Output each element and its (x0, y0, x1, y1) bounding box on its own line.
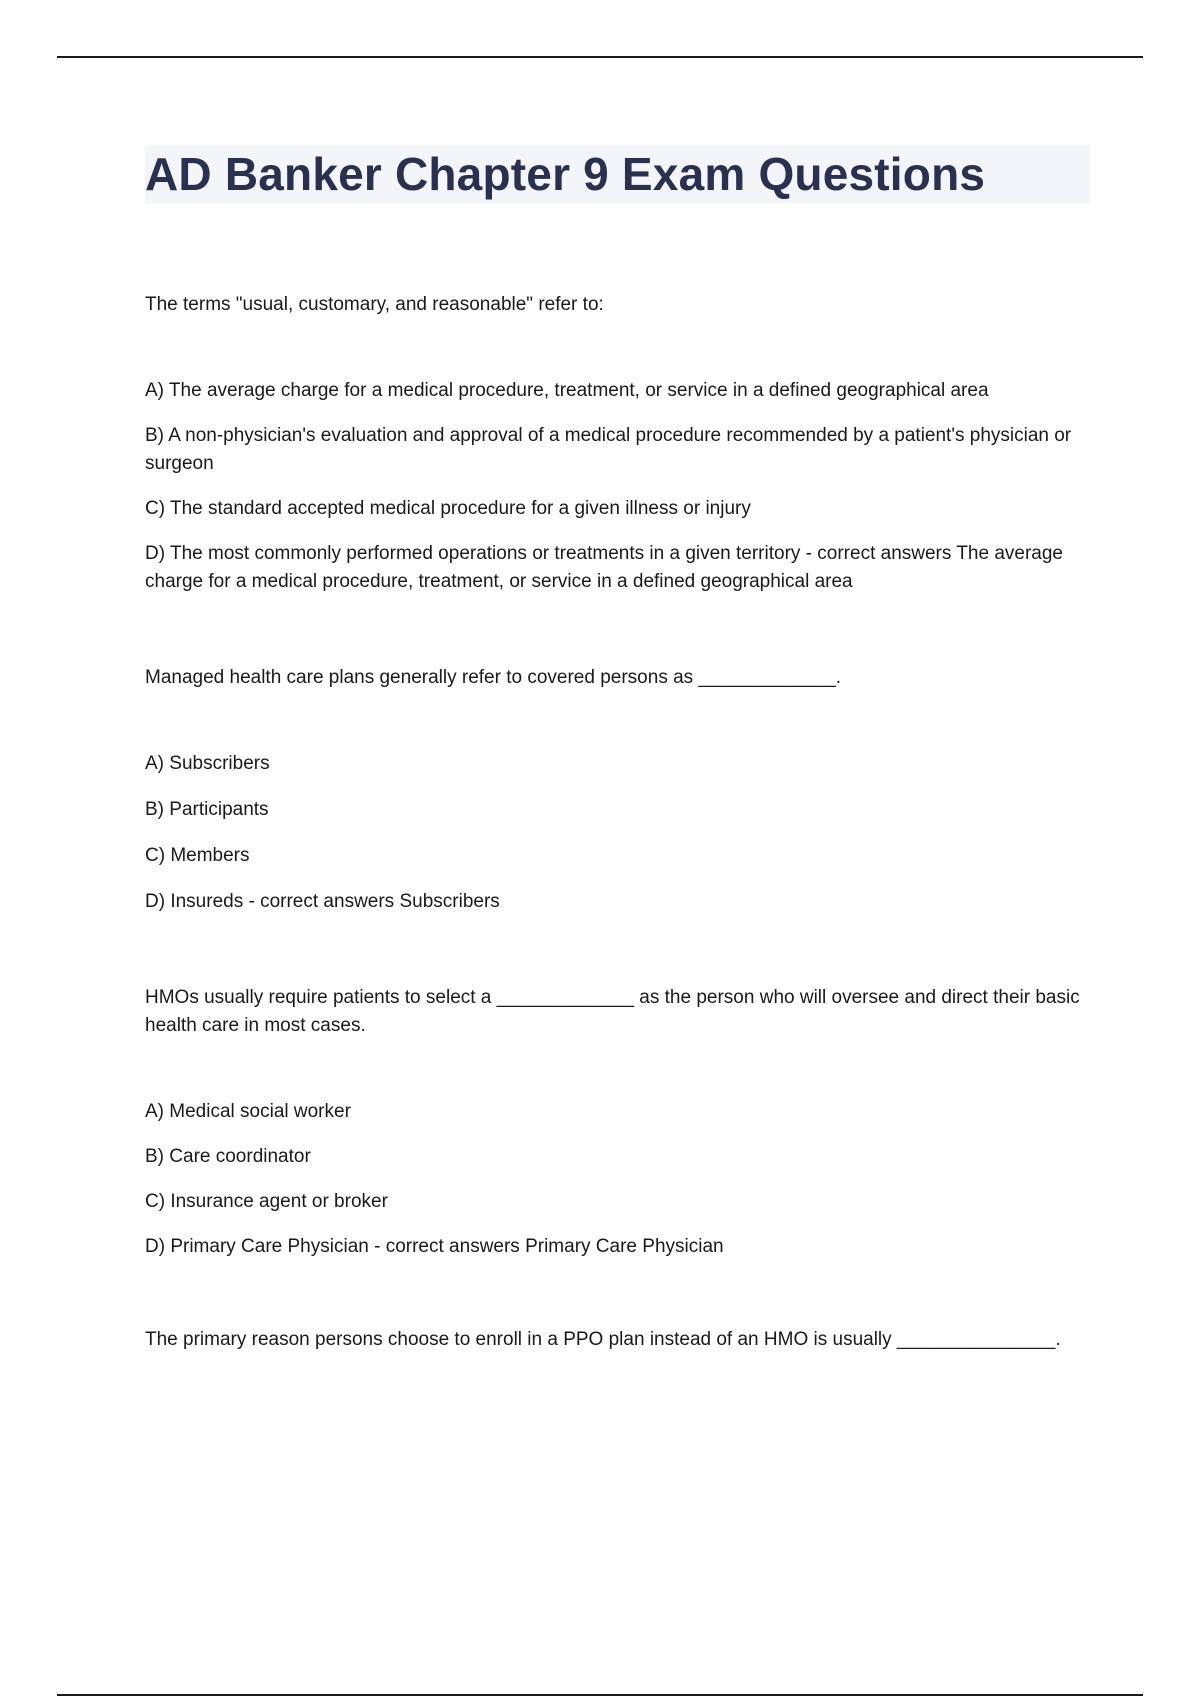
question-1 (145, 291, 1090, 596)
top-rule (57, 56, 1143, 58)
question-3 (145, 984, 1090, 1261)
answer-options (145, 1098, 1090, 1261)
answer-options (145, 377, 1090, 596)
answer-option-c: C) Members (145, 845, 250, 866)
answer-option-c: C) Insurance agent or broker (145, 1191, 388, 1212)
answer-option-d: D) The most commonly performed operations or treatments in a given territory - correct answers The average charge for a medical procedure, treatment, or service in a defined geographical area (145, 543, 1064, 592)
question-text: HMOs usually require patients to select a _____________ as the person who will oversee and direct their basic health care in most cases. (145, 987, 1080, 1036)
bottom-rule (57, 1694, 1143, 1696)
answer-option-b: B) Care coordinator (145, 1146, 311, 1167)
answer-option-a: A) Subscribers (145, 753, 270, 774)
answer-option-c: C) The standard accepted medical procedure for a given illness or injury (145, 498, 751, 519)
question-2 (145, 664, 1090, 916)
title-banner (145, 145, 1090, 203)
question-text: Managed health care plans generally refer to covered persons as _____________. (145, 667, 842, 688)
question-4 (145, 1326, 1090, 1354)
answer-option-a: A) The average charge for a medical procedure, treatment, or service in a defined geographical area (145, 380, 989, 401)
answer-option-d: D) Insureds - correct answers Subscribers (145, 891, 500, 912)
page-title: AD Banker Chapter 9 Exam Questions (145, 148, 986, 200)
answer-option-d: D) Primary Care Physician - correct answers Primary Care Physician (145, 1236, 724, 1257)
document-body (145, 145, 1090, 1354)
answer-options (145, 750, 1090, 916)
question-text: The primary reason persons choose to enroll in a PPO plan instead of an HMO is usually _______________. (145, 1329, 1061, 1350)
answer-option-b: B) Participants (145, 799, 269, 820)
question-text: The terms "usual, customary, and reasonable" refer to: (145, 294, 604, 315)
answer-option-b: B) A non-physician's evaluation and approval of a medical procedure recommended by a patient's physician or surgeon (145, 425, 1072, 474)
answer-option-a: A) Medical social worker (145, 1101, 351, 1122)
